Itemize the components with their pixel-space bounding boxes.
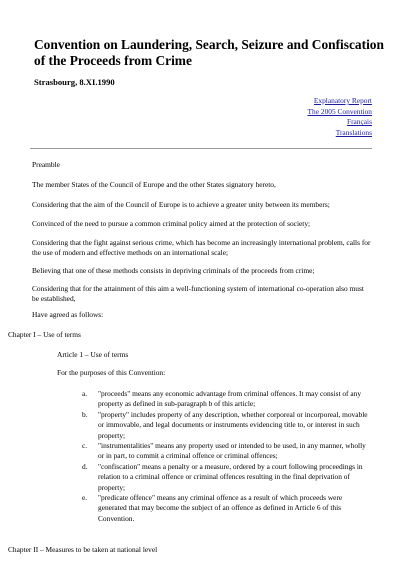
definition-item [82, 441, 372, 462]
chapter-heading: Chapter I – Use of terms [8, 330, 81, 339]
definition-label: d. [82, 461, 88, 471]
article-intro: For the purposes of this Convention: [57, 368, 166, 377]
definition-item [82, 493, 372, 524]
definition-label: c. [82, 441, 88, 451]
translations-link[interactable]: Translations [335, 127, 372, 137]
document-title: Convention on Laundering, Search, Seizure and Confiscation of the Proceeds from Crime [34, 37, 384, 68]
article-title: Article 1 – Use of terms [57, 350, 129, 359]
explanatory-report-link[interactable]: Explanatory Report [313, 96, 372, 105]
definition-text: "instrumentalities" means any property used or intended to be used, in any manner, wholly or in part, to commit a criminal offence or criminal offences; [98, 441, 366, 461]
definition-text: "proceeds" means any economic advantage from criminal offences. It may consist of any property as defined in sub-paragraph b of this article; [98, 389, 362, 409]
preamble-paragraph: Considering that for the attainment of this aim a well-functioning system of international co-operation also must be established, [32, 284, 364, 304]
definition-text: "property" includes property of any description, whether corporeal or incorporeal, movable or immovable, and legal documents or instruments evidencing title to, or interest in such property; [98, 409, 368, 440]
convention-2005-link[interactable]: The 2005 Convention [307, 106, 372, 116]
related-links [308, 96, 372, 138]
definition-text: "predicate offence" means any criminal offence as a result of which proceeds were generated that may become the subject of an offence as defined in Article 6 of this Convention. [98, 493, 343, 523]
preamble-paragraph: Have agreed as follows: [32, 310, 104, 319]
definitions-list [82, 389, 372, 524]
french-version-link[interactable]: Français [346, 117, 372, 127]
definition-label: b. [82, 409, 88, 419]
preamble-paragraph: The member States of the Council of Europe and the other States signatory hereto, [32, 180, 276, 189]
preamble-paragraph: Considering that the fight against serious crime, which has become an increasingly international problem, calls for the use of modern and effective methods on an international scale; [32, 238, 371, 258]
definition-item [82, 410, 372, 441]
definition-label: e. [82, 493, 88, 503]
definition-label: a. [82, 389, 88, 398]
chapter-heading: Chapter II – Measures to be taken at national level [8, 545, 158, 554]
definition-text: "confiscation" means a penalty or a measure, ordered by a court following proceedings in relation to a criminal offence or criminal offences resulting in the final deprivation of property; [98, 461, 363, 492]
divider [30, 148, 372, 149]
document-date: Strasbourg, 8.XI.1990 [34, 77, 115, 87]
preamble-paragraph: Considering that the aim of the Council of Europe is to achieve a greater unity between its members; [32, 200, 330, 209]
definition-item [82, 389, 372, 410]
preamble-heading: Preamble [32, 160, 60, 169]
preamble-paragraph: Believing that one of these methods consists in depriving criminals of the proceeds from crime; [32, 266, 315, 275]
preamble-paragraph: Convinced of the need to pursue a common criminal policy aimed at the protection of society; [32, 219, 311, 228]
definition-item [82, 462, 372, 493]
